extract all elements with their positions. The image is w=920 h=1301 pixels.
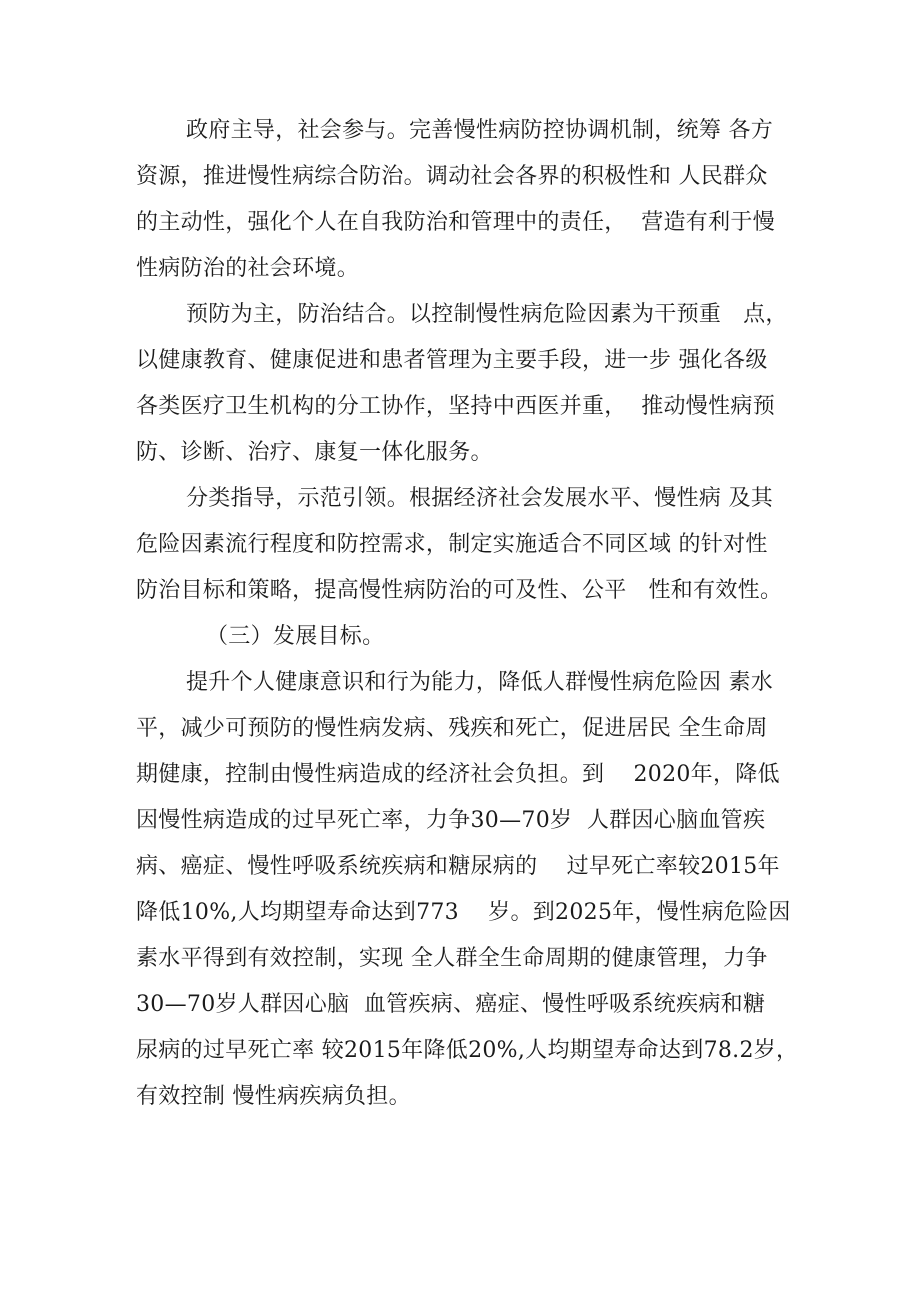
paragraph-development-goals bbox=[136, 660, 804, 1120]
paragraph-government-led bbox=[136, 108, 804, 292]
paragraph-classified-guidance bbox=[136, 476, 804, 614]
text-line: 防治目标和策略，提高慢性病防治的可及性、公平 性和有效性。 bbox=[136, 578, 783, 603]
text-line: 危险因素流行程度和防控需求，制定实施适合不同区域 的针对性 bbox=[136, 532, 768, 557]
text-line: 因慢性病造成的过早死亡率，力争30—70岁 人群因心脑血管疾 bbox=[136, 808, 766, 833]
text-line: 预防为主，防治结合。以控制慢性病危险因素为干预重 点， bbox=[186, 302, 788, 327]
text-line: 的主动性，强化个人在自我防治和管理中的责任， 营造有利于慢 bbox=[136, 210, 775, 235]
text-line: 以健康教育、健康促进和患者管理为主要手段，进一步 强化各级 bbox=[136, 348, 768, 373]
text-line: 政府主导，社会参与。完善慢性病防控协调机制，统筹 各方 bbox=[186, 118, 774, 143]
section-heading: （三）发展目标。 bbox=[206, 624, 385, 649]
text-line: 分类指导，示范引领。根据经济社会发展水平、慢性病 及其 bbox=[186, 486, 774, 511]
text-line: 资源，推进慢性病综合防治。调动社会各界的积极性和 人民群众 bbox=[136, 164, 768, 189]
text-line: 有效控制 慢性病疾病负担。 bbox=[136, 1084, 411, 1109]
text-line: 防、诊断、治疗、康复一体化服务。 bbox=[136, 440, 493, 465]
text-line: 尿病的过早死亡率 较2015年降低20%,人均期望寿命达到78.2岁， bbox=[136, 1038, 799, 1063]
text-line: 提升个人健康意识和行为能力，降低人群慢性病危险因 素水 bbox=[186, 670, 774, 695]
text-line: 平，减少可预防的慢性病发病、残疾和死亡，促进居民 全生命周 bbox=[136, 716, 768, 741]
document-body bbox=[136, 108, 804, 1120]
text-line: 降低10%,人均期望寿命达到773 岁。到2025年，慢性病危险因 bbox=[136, 900, 791, 925]
text-line: 性病防治的社会环境。 bbox=[136, 256, 360, 281]
text-line: 素水平得到有效控制，实现 全人群全生命周期的健康管理，力争 bbox=[136, 946, 768, 971]
text-line: 30—70岁人群因心脑 血管疾病、癌症、慢性呼吸系统疾病和糖 bbox=[136, 992, 766, 1017]
text-line: 各类医疗卫生机构的分工协作，坚持中西医并重， 推动慢性病预 bbox=[136, 394, 775, 419]
text-line: 期健康，控制由慢性病造成的经济社会负担。到 2020年，降低 bbox=[136, 762, 780, 787]
text-line: 病、癌症、慢性呼吸系统疾病和糖尿病的 过早死亡率较2015年 bbox=[136, 854, 780, 879]
paragraph-prevention-first bbox=[136, 292, 804, 476]
